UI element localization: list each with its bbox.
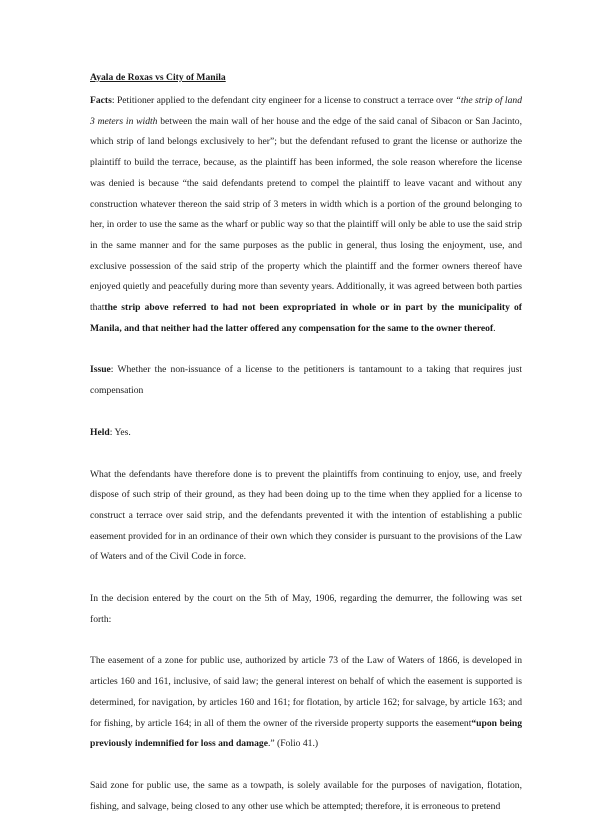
ruling-paragraph-3 <box>90 651 522 755</box>
held-paragraph <box>90 423 522 444</box>
para3-bold-text: “upon being previously indemnified for loss and damage <box>90 717 523 750</box>
facts-label: Facts <box>90 95 112 106</box>
ruling-paragraph-4: Said zone for public use, the same as a towpath, is solely available for the purposes of navigation, flotation, fishing, and salvage, being closed to any other use which be attempted; therefore, it is erroneous to pretend <box>90 779 522 812</box>
ruling-paragraph-1: What the defendants have therefore done is to prevent the plaintiffs from continuing to enjoy, use, and freely dispose of such strip of their ground, as they had been doing up to the time when they applied for a license to construct a terrace over said strip, and the defendants prevented it with the intention of establishing a public easement provided for in an ordinance of their own which they consider is pursuant to the provisions of the Law of Waters and of the Civil Code in force. <box>90 468 522 563</box>
facts-bold-text: the strip above referred to had not been expropriated in whole or in part by the municipality of Manila, and that neither had the latter offered any compensation for the same to the owner thereof <box>90 302 522 334</box>
issue-paragraph <box>90 360 522 401</box>
facts-paragraph <box>90 91 522 339</box>
ruling-paragraph-2: In the decision entered by the court on the 5th of May, 1906, regarding the demurrer, the following was set forth: <box>90 593 522 625</box>
case-title: Ayala de Roxas vs City of Manila <box>90 72 226 83</box>
facts-text-3: . <box>493 322 496 334</box>
held-text: : Yes. <box>109 426 131 438</box>
facts-italic-quote: “the strip of land 3 meters in width <box>90 95 522 127</box>
para3-text-2: .” (Folio 41.) <box>267 738 319 750</box>
issue-label: Issue <box>90 364 111 376</box>
facts-text-2: between the main wall of her house and the edge of the said canal of Sibacon or San Jacinto, which strip of land belongs exclusively to her”; but the defendant refused to grant the license or authorize the plaintiff to build the terrace, because, as the plaintiff has been informed, the sole reason wherefore the license was denied is because “the said defendants pretend to compel the plaintiff to leave vacant and without any construction whatever thereon the said strip of 3 meters in width which is a portion of the ground belonging to her, in order to use the same as the wharf or public way so that the plaintiff will only be able to use the said strip in the same manner and for the same purposes as the public in general, thus losing the enjoyment, use, and exclusive possession of the said strip of the property which the plaintiff and the former owners thereof have enjoyed quietly and peacefully during more than seventy years. Additionally, it was agreed between both parties that <box>90 115 522 314</box>
facts-text-1: : Petitioner applied to the defendant city engineer for a license to construct a terrace over <box>111 95 456 106</box>
held-label: Held <box>90 426 110 438</box>
para3-text-1: The easement of a zone for public use, authorized by article 73 of the Law of Waters of 1866, is developed in articles 160 and 161, inclusive, of said law; the general interest on behalf of which the easement is supported is determined, for navigation, by articles 160 and 161; for flotation, by article 162; for salvage, by article 163; and for fishing, by article 164; in all of them the owner of the riverside property supports the easement <box>90 655 522 729</box>
issue-text: : Whether the non-issuance of a license to the petitioners is tantamount to a taking that requires just compensation <box>90 364 522 397</box>
